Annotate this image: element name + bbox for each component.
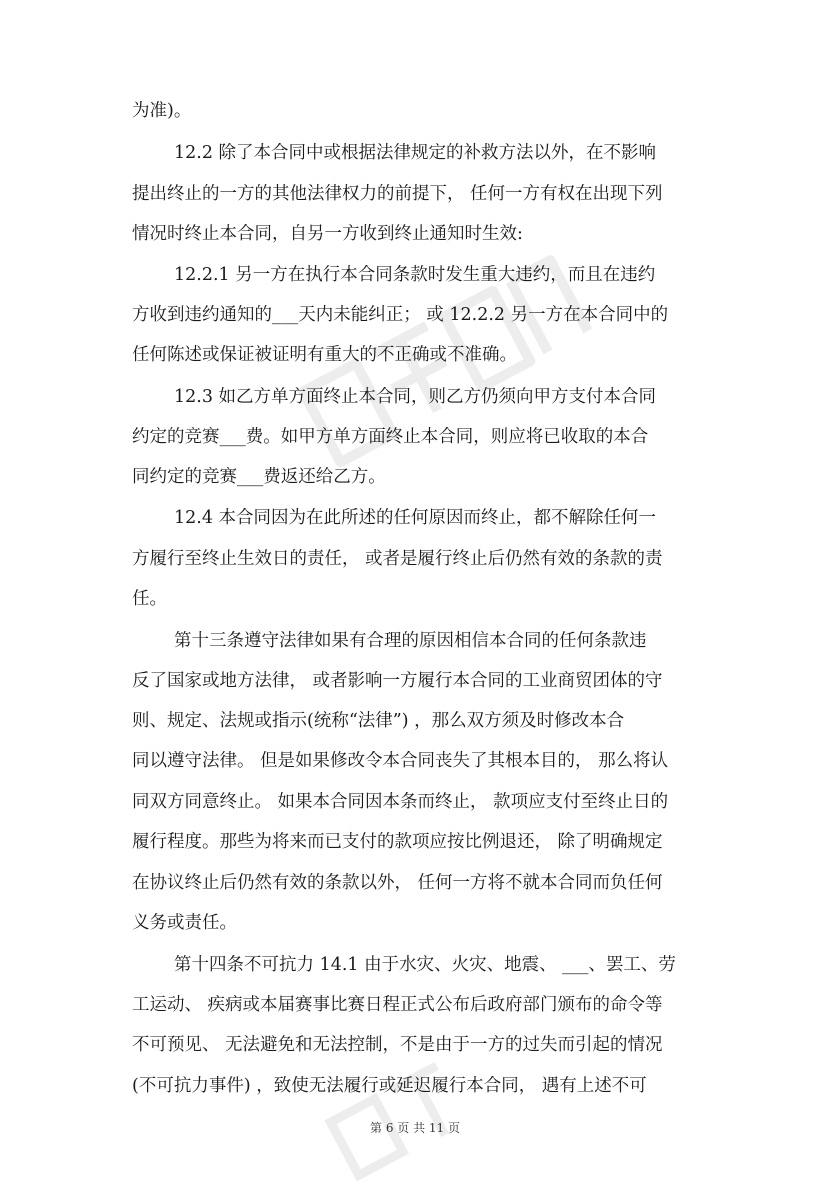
text-line: 方履行至终止生效日的责任， 或者是履行终止后仍然有效的条款的责 xyxy=(132,549,663,569)
text-line: 同约定的竞赛___费返还给乙方。 xyxy=(132,467,386,487)
text-line: 则、规定、法规或指示(统称“法律”) ，那么双方须及时修改本合 xyxy=(132,711,625,731)
text-line: 同以遵守法律。 但是如果修改令本合同丧失了其根本目的， 那么将认 xyxy=(132,751,669,771)
text-line: 在协议终止后仍然有效的条款以外， 任何一方将不就本合同而负任何 xyxy=(132,873,663,893)
text-line: 方收到违约通知的___天内未能纠正； 或 12.2.2 另一方在本合同中的 xyxy=(132,305,669,325)
text-line: 12.3 如乙方单方面终止本合同，则乙方仍须向甲方支付本合同 xyxy=(174,387,657,407)
text-line: (不可抗力事件) ，致使无法履行或延迟履行本合同， 遇有上述不可 xyxy=(132,1076,647,1096)
text-line: 同双方同意终止。 如果本合同因本条而终止， 款项应支付至终止日的 xyxy=(132,792,669,812)
text-line: 任。 xyxy=(132,589,167,609)
text-line: 约定的竞赛___费。如甲方单方面终止本合同，则应将已收取的本合 xyxy=(132,427,649,447)
text-line: 任何陈述或保证被证明有重大的不正确或不准确。 xyxy=(132,345,517,365)
text-line: 12.2 除了本合同中或根据法律规定的补救方法以外，在不影响 xyxy=(174,143,657,163)
text-line: 第十四条不可抗力 14.1 由于水灾、火灾、地震、 ___、罢工、劳 xyxy=(174,955,676,975)
text-line: 工运动、 疾病或本届赛事比赛日程正式公布后政府部门颁布的命令等 xyxy=(132,995,663,1015)
text-line: 为准)。 xyxy=(132,101,192,121)
page-number: 第 6 页 共 11 页 xyxy=(370,1121,460,1135)
text-line: 义务或责任。 xyxy=(132,913,237,933)
text-line: 履行程度。那些为将来而已支付的款项应按比例退还， 除了明确规定 xyxy=(132,832,663,852)
text-line: 提出终止的一方的其他法律权力的前提下， 任何一方有权在出现下列 xyxy=(132,184,663,204)
text-line: 第十三条遵守法律如果有合理的原因相信本合同的任何条款违 xyxy=(174,631,647,651)
text-line: 情况时终止本合同，自另一方收到终止通知时生效: xyxy=(132,224,523,244)
text-line: 12.4 本合同因为在此所述的任何原因而终止，都不解除任何一 xyxy=(174,508,657,528)
text-line: 反了国家或地方法律， 或者影响一方履行本合同的工业商贸团体的守 xyxy=(132,671,663,691)
text-line: 12.2.1 另一方在执行本合同条款时发生重大违约，而且在违约 xyxy=(174,265,656,285)
text-line: 不可预见、 无法避免和无法控制，不是由于一方的过失而引起的情况 xyxy=(132,1035,663,1055)
